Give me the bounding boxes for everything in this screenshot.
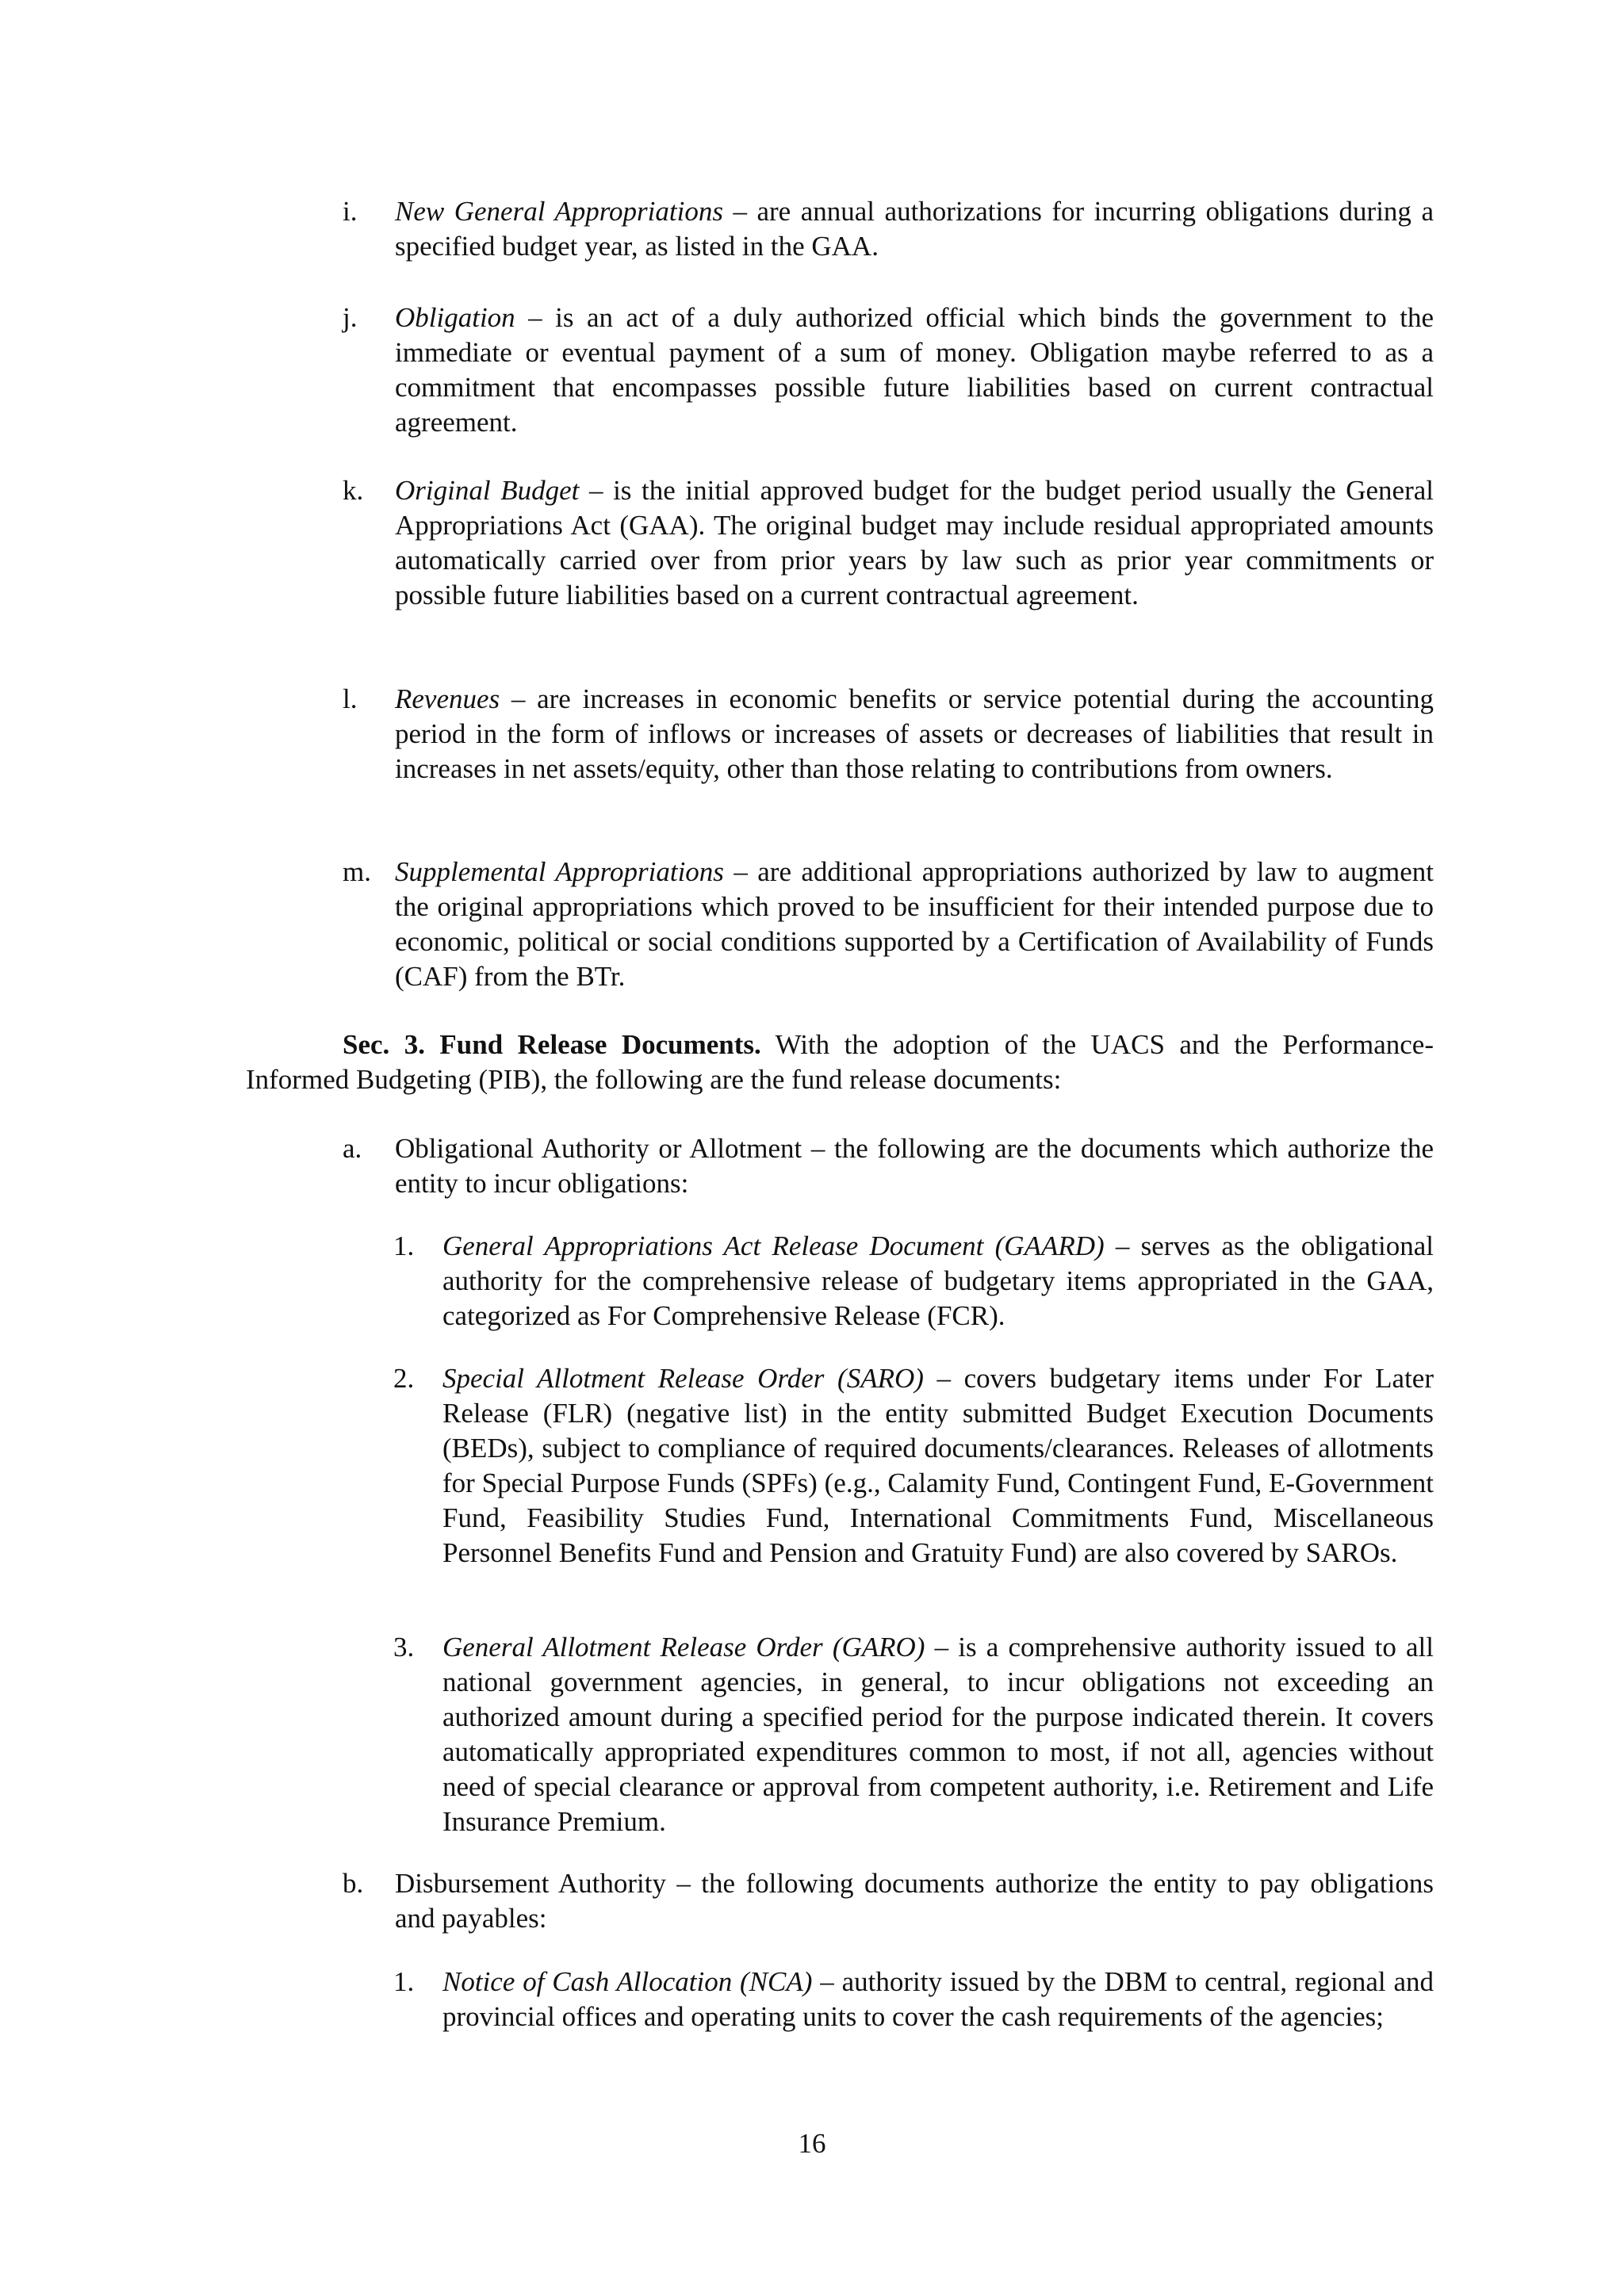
definition-item-m <box>343 855 1434 994</box>
definition-term: Obligation <box>395 302 515 333</box>
definition-item-k <box>343 473 1434 613</box>
definition-body <box>395 855 1434 994</box>
subitem-body <box>442 1630 1434 1839</box>
list-marker: 2. <box>393 1363 415 1394</box>
document-term: Notice of Cash Allocation (NCA) <box>442 1966 813 1997</box>
document-text: – authority issued by the DBM to central, regional and provincial offices and operating units to cover the cash requirements of the agencies; <box>442 1966 1434 2032</box>
document-text: – is a comprehensive authority issued to all national government agencies, in general, to incur obligations not exceeding an authorized amount during a specified period for the purpose indicated therein. It covers automatically appropriated expenditures common to most, if not all, agencies without need of special clearance or approval from competent authority, i.e. Retirement and Life Insurance Premium. <box>442 1632 1434 1837</box>
list-marker: i. <box>343 196 358 227</box>
definition-text: – is the initial approved budget for the budget period usually the General Appropriations Act (GAA). The original budget may include residual appropriated amounts automatically carried over from prior years by law such as prior year commitments or possible future liabilities based on a current contractual agreement. <box>395 475 1434 610</box>
definition-term: Supplemental Appropriations <box>395 856 724 887</box>
obligational-authority-item-3 <box>393 1630 1434 1839</box>
definition-item-i <box>343 194 1434 264</box>
subitem-body <box>442 1965 1434 2034</box>
definition-term: New General Appropriations <box>395 196 723 227</box>
document-term: General Allotment Release Order (GARO) <box>442 1632 925 1663</box>
definition-body <box>395 473 1434 613</box>
definition-body <box>395 194 1434 264</box>
fund-release-item-b <box>343 1866 1434 1936</box>
definition-text: – are additional appropriations authorized by law to augment the original appropriations which proved to be insufficient for their intended purpose due to economic, political or social conditions supported by a Certification of Availability of Funds (CAF) from the BTr. <box>395 856 1434 992</box>
definition-text: – are increases in economic benefits or service potential during the accounting period in the form of inflows or increases of assets or decreases of liabilities that result in increases in net assets/equity, other than those relating to contributions from owners. <box>395 683 1434 784</box>
fund-release-item-a <box>343 1131 1434 1201</box>
definition-term: Revenues <box>395 683 500 714</box>
list-marker: 1. <box>393 1966 415 1997</box>
definition-body <box>395 300 1434 440</box>
obligational-authority-item-2 <box>393 1361 1434 1571</box>
document-text: – serves as the obligational authority for the comprehensive release of budgetary items appropriated in the GAA, categorized as For Comprehensive Release (FCR). <box>442 1230 1434 1331</box>
document-term: General Appropriations Act Release Document (GAARD) <box>442 1230 1105 1261</box>
list-marker: 1. <box>393 1230 415 1261</box>
disbursement-authority-item-1 <box>393 1965 1434 2034</box>
subitem-body <box>442 1361 1434 1571</box>
list-marker: a. <box>343 1133 362 1164</box>
list-marker: l. <box>343 683 358 714</box>
section-intro-text: With the adoption of the UACS and the Performance-Informed Budgeting (PIB), the following are the fund release documents: <box>246 1029 1434 1095</box>
page-number: 16 <box>798 2128 826 2159</box>
subitem-body <box>442 1229 1434 1334</box>
list-marker: k. <box>343 475 364 506</box>
section-3-paragraph <box>246 1027 1434 1097</box>
item-body: Obligational Authority or Allotment – the following are the documents which authorize the entity to incur obligations: <box>395 1133 1434 1199</box>
definition-item-j <box>343 300 1434 440</box>
definition-item-l <box>343 682 1434 786</box>
list-marker: 3. <box>393 1632 415 1663</box>
list-marker: m. <box>343 856 371 887</box>
definition-body <box>395 682 1434 786</box>
definition-text: – is an act of a duly authorized official which binds the government to the immediate or eventual payment of a sum of money. Obligation maybe referred to as a commitment that encompasses possible future liabilities based on current contractual agreement. <box>395 302 1434 438</box>
item-body: Disbursement Authority – the following documents authorize the entity to pay obligations and payables: <box>395 1868 1434 1934</box>
definition-text: – are annual authorizations for incurring obligations during a specified budget year, as listed in the GAA. <box>395 196 1434 262</box>
document-text: – covers budgetary items under For Later Release (FLR) (negative list) in the entity submitted Budget Execution Documents (BEDs), subject to compliance of required documents/clearances. Releases of allotments for Special Purpose Funds (SPFs) (e.g., Calamity Fund, Contingent Fund, E-Government Fund, Feasibility Studies Fund, International Commitments Fund, Miscellaneous Personnel Benefits Fund and Pension and Gratuity Fund) are also covered by SAROs. <box>442 1363 1434 1568</box>
obligational-authority-item-1 <box>393 1229 1434 1334</box>
definition-term: Original Budget <box>395 475 580 506</box>
document-term: Special Allotment Release Order (SARO) <box>442 1363 924 1394</box>
list-marker: b. <box>343 1868 364 1899</box>
section-heading: Sec. 3. Fund Release Documents. <box>343 1029 761 1060</box>
list-marker: j. <box>343 302 358 333</box>
